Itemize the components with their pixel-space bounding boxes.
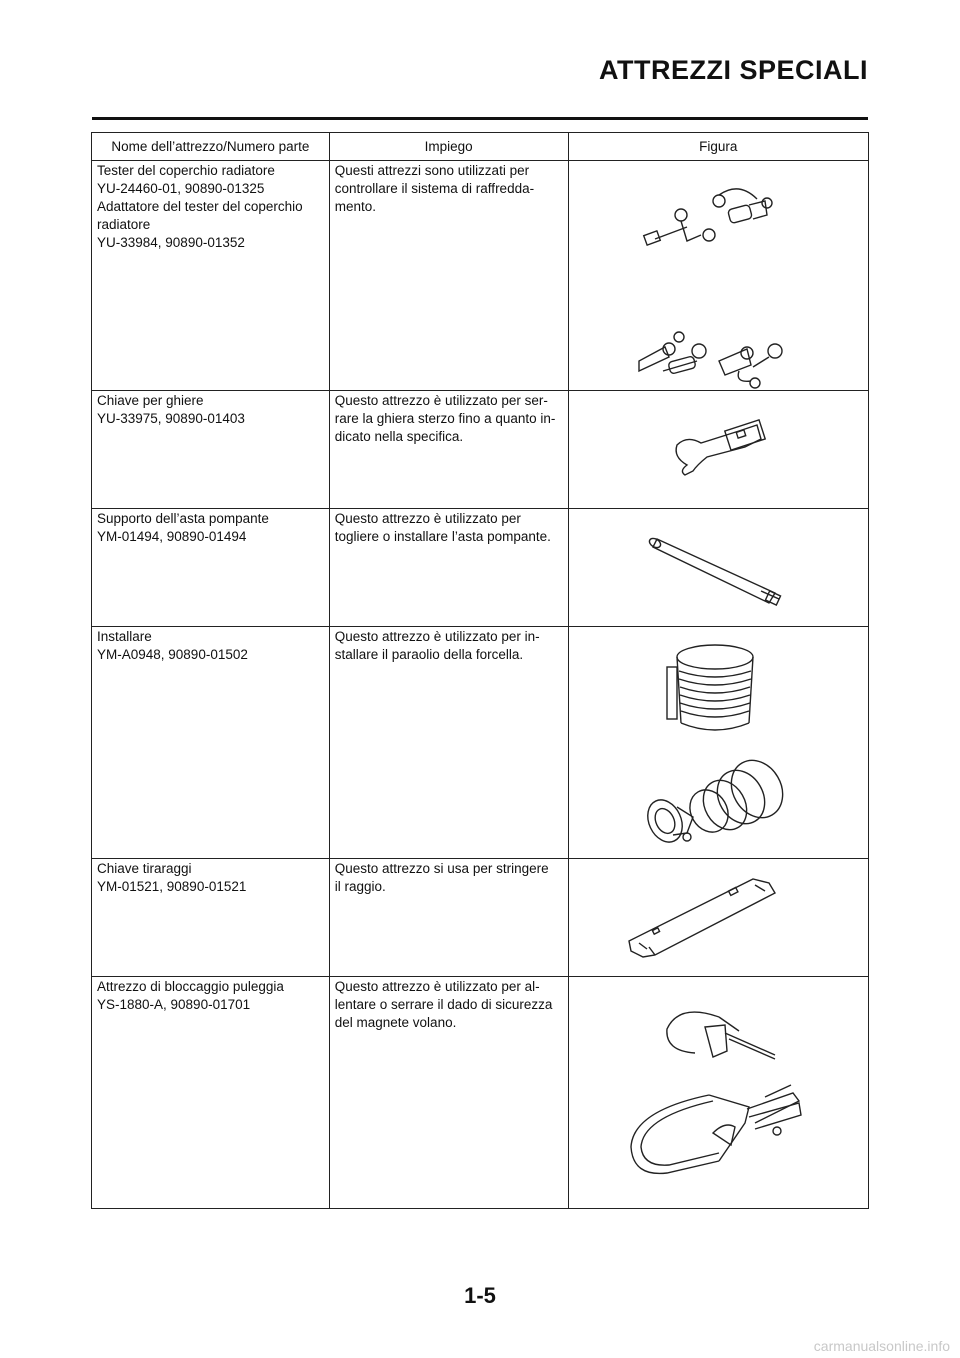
tool-use-cell (329, 859, 568, 977)
tool-name-line: Chiave per ghiere (97, 393, 204, 408)
tool-use-line: Questo attrezzo è utilizzato per al- (334, 979, 540, 994)
tool-name-line: YM-01494, 90890-01494 (97, 529, 247, 544)
tool-use-line: Questi attrezzi sono utilizzati per (334, 163, 530, 178)
tool-figure-cell (568, 627, 868, 859)
tool-use-line: lentare o serrare il dado di sicurezza (334, 997, 553, 1012)
tool-name-line: radiatore (97, 217, 151, 232)
fork-seal-installer-icon (569, 627, 866, 858)
page-number: 1-5 (464, 1283, 496, 1308)
tool-use-line: Questo attrezzo è utilizzato per ser- (334, 393, 548, 408)
tool-name-line: Attrezzo di bloccaggio puleggia (97, 979, 284, 994)
tool-name-line: Chiave tiraraggi (97, 861, 192, 876)
tool-use-line: il raggio. (334, 879, 386, 894)
tool-name-cell (92, 161, 330, 391)
tool-figure-cell (568, 509, 868, 627)
tool-name-cell (92, 859, 330, 977)
tool-figure-cell (568, 391, 868, 509)
tool-name-cell (92, 391, 330, 509)
watermark: carmanualsonline.info (813, 1338, 950, 1354)
tool-use-cell (329, 977, 568, 1209)
tool-name-line: YU-33984, 90890-01352 (97, 235, 245, 250)
tool-use-cell (329, 391, 568, 509)
tool-use-line: Questo attrezzo si usa per stringere (334, 861, 549, 876)
tool-name-line: YM-A0948, 90890-01502 (97, 647, 248, 662)
tool-name-cell (92, 627, 330, 859)
tool-name-line: YM-01521, 90890-01521 (97, 879, 247, 894)
tool-name-line: Installare (97, 629, 152, 644)
tool-use-line: togliere o installare l’asta pompante. (334, 529, 551, 544)
page-title: ATTREZZI SPECIALI (599, 55, 868, 85)
tool-use-line: dicato nella specifica. (334, 429, 464, 444)
tool-use-line: stallare il paraolio della forcella. (334, 647, 524, 662)
damper-rod-holder-icon (569, 509, 866, 626)
table-header-row (92, 133, 869, 161)
tool-name-line: YU-33975, 90890-01403 (97, 411, 245, 426)
tool-name-line: Adattatore del tester del coperchio (97, 199, 303, 214)
tool-use-cell (329, 627, 568, 859)
tool-use-line: del magnete volano. (334, 1015, 457, 1030)
column-header-use: Impiego (329, 133, 568, 161)
ring-nut-wrench-icon (569, 391, 866, 508)
tool-use-cell (329, 161, 568, 391)
tool-name-line: Supporto dell’asta pompante (97, 511, 269, 526)
tool-use-line: mento. (334, 199, 377, 214)
column-header-figure: Figura (568, 133, 868, 161)
special-tools-table (91, 132, 869, 1209)
tool-figure-cell (568, 161, 868, 391)
table-row (92, 161, 869, 391)
spoke-wrench-icon (569, 859, 866, 976)
tool-use-line: controllare il sistema di raffredda- (334, 181, 535, 196)
tool-use-cell (329, 509, 568, 627)
tool-figure-cell (568, 977, 868, 1209)
tool-name-cell (92, 977, 330, 1209)
title-rule (92, 117, 868, 120)
table-row (92, 977, 869, 1209)
tool-figure-cell (568, 859, 868, 977)
radiator-cap-tester-icon (569, 161, 866, 390)
sheave-holder-icon (569, 977, 866, 1208)
table-row (92, 391, 869, 509)
column-header-name: Nome dell’attrezzo/Numero parte (92, 133, 330, 161)
tool-use-line: Questo attrezzo è utilizzato per in- (334, 629, 540, 644)
tool-name-line: YU-24460-01, 90890-01325 (97, 181, 265, 196)
tool-use-line: Questo attrezzo è utilizzato per (334, 511, 521, 526)
table-row (92, 509, 869, 627)
table-row (92, 859, 869, 977)
table-row (92, 627, 869, 859)
tool-name-line: Tester del coperchio radiatore (97, 163, 275, 178)
tool-name-cell (92, 509, 330, 627)
tool-use-line: rare la ghiera sterzo fino a quanto in- (334, 411, 556, 426)
tool-name-line: YS-1880-A, 90890-01701 (97, 997, 251, 1012)
